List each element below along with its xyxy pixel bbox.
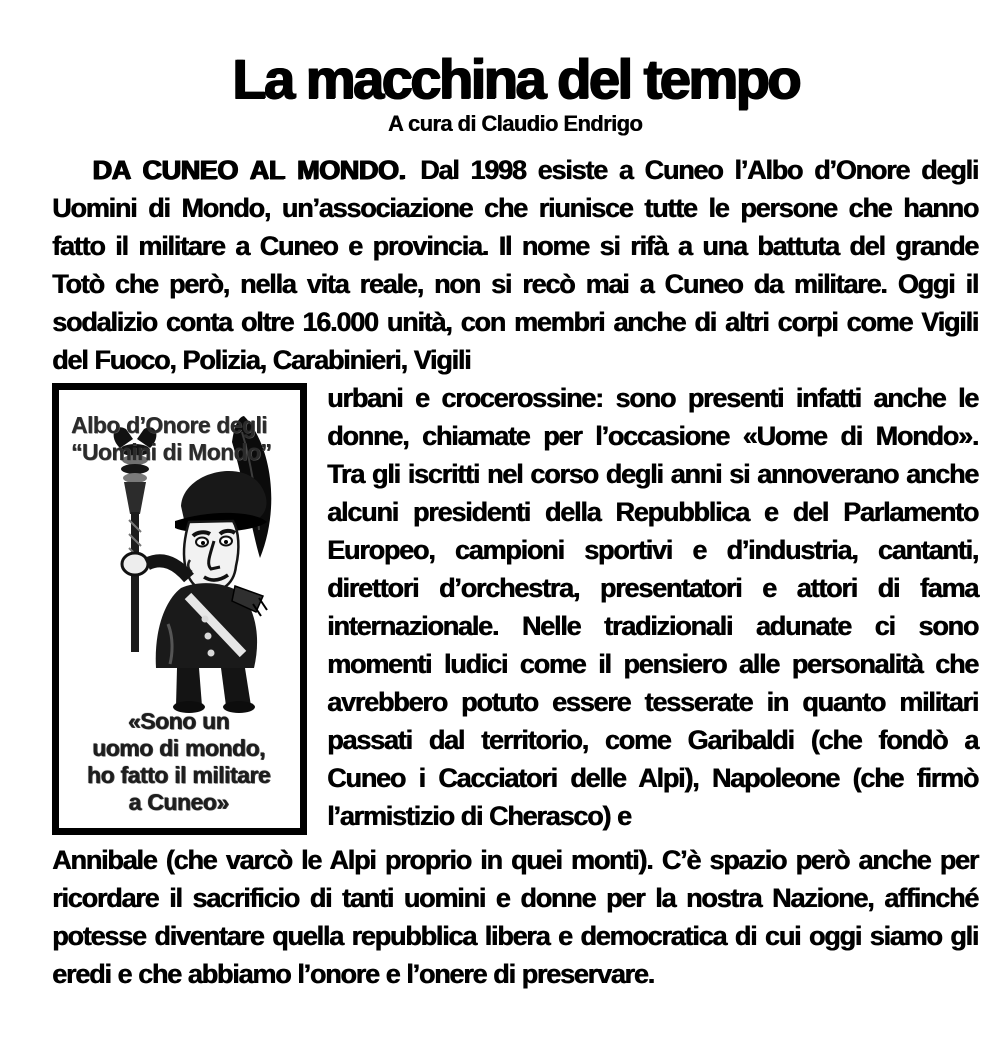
paragraph-wrapped-text: urbani e crocerossine: sono presenti infatti anche le donne, chiamate per l’occasione «Uome di Mondo». Tra gli iscritti nel corso degli anni si annoverano anche alcuni presidenti della Repubblica e del Parlamento Europeo, campioni sportivi e d’industria, cantanti, direttori d’orchestra, presentatori e attori di fama internazionale. Nelle tradizionali adunate ci sono momenti ludici come il pensiero alle personalità che avrebbero potuto essere tesserate in quanto militari passati dal territorio, come Garibaldi (che fondò a Cuneo i Cacciatori delle Alpi), Napoleone (che firmò l’armistizio di Cherasco) e	[327, 382, 978, 831]
figure-caption-line2: uomo di mondo,	[92, 734, 265, 761]
page-title: La macchina del tempo	[231, 47, 799, 110]
paragraph-intro-text: Dal 1998 esiste a Cuneo l’Albo d’Onore degli Uomini di Mondo, un’associazione che riunisce tutte le persone che hanno fatto il militare a Cuneo e provincia. Il nome si rifà a una battuta del grande Totò che però, nella vita reale, non si recò mai a Cuneo da militare. Oggi il sodalizio conta oltre 16.000 unità, con membri anche di altri corpi come Vigili del Fuoco, Polizia, Carabinieri, Vigili	[52, 154, 978, 375]
figure-caption-line1: «Sono un	[127, 707, 230, 734]
figure-caption-line3: ho fatto il militare	[86, 761, 271, 788]
paragraph-wrapped	[52, 379, 978, 835]
figure-header	[59, 390, 300, 466]
figure-caption	[65, 708, 292, 816]
figure-box	[52, 383, 307, 835]
byline: A cura di Claudio Endrigo	[387, 110, 643, 136]
paragraph-closing: Annibale (che varcò le Alpi proprio in quei monti). C’è spazio però anche per ricordare il sacrificio di tanti uomini e donne per la nostra Nazione, affinché potesse diventare quella repubblica libera e democratica di cui oggi siamo gli eredi e che abbiamo l’onore e l’onere di preservare.	[52, 844, 978, 989]
article-body	[52, 151, 978, 993]
paragraph-intro	[52, 151, 978, 379]
figure-header-line2: “Uomini di Mondo”	[71, 438, 272, 465]
figure-caption-line4: a Cuneo»	[128, 788, 229, 815]
lead-in-phrase: DA CUNEO AL MONDO.	[92, 154, 406, 185]
figure-header-line1: Albo d’Onore degli	[71, 411, 267, 438]
